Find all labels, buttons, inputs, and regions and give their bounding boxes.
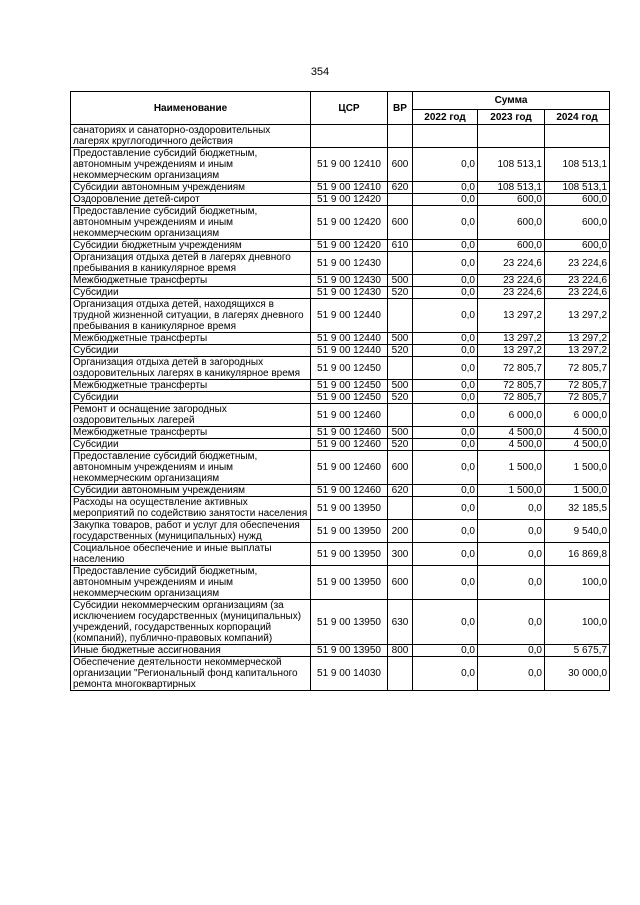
cell-2022: 0,0: [413, 485, 478, 497]
cell-csr: 51 9 00 12410: [311, 148, 388, 182]
cell-2022: 0,0: [413, 451, 478, 485]
table-body: [71, 125, 610, 691]
cell-2022: 0,0: [413, 404, 478, 427]
cell-name: санаториях и санаторно-оздоровительных лагерях круглогодичного действия: [71, 125, 311, 148]
cell-2023: 0,0: [478, 520, 545, 543]
cell-2024: 100,0: [545, 600, 610, 645]
table-row: [71, 299, 610, 333]
cell-2023: 1 500,0: [478, 485, 545, 497]
cell-2023: 72 805,7: [478, 380, 545, 392]
cell-name: Обеспечение деятельности некоммерческой организации "Региональный фонд капитального ремонта многоквартирных: [71, 657, 311, 691]
column-header-name: Наименование: [71, 92, 311, 125]
cell-csr: 51 9 00 12460: [311, 404, 388, 427]
table-row: [71, 543, 610, 566]
cell-2024: 600,0: [545, 194, 610, 206]
table-row: [71, 333, 610, 345]
cell-2023: 108 513,1: [478, 148, 545, 182]
cell-name: Социальное обеспечение и иные выплаты населению: [71, 543, 311, 566]
cell-csr: 51 9 00 13950: [311, 520, 388, 543]
cell-2024: 72 805,7: [545, 357, 610, 380]
cell-csr: 51 9 00 13950: [311, 543, 388, 566]
cell-2024: 9 540,0: [545, 520, 610, 543]
page-number: 354: [310, 66, 330, 78]
cell-2024: 16 869,8: [545, 543, 610, 566]
cell-2023: 23 224,6: [478, 252, 545, 275]
cell-2022: 0,0: [413, 497, 478, 520]
cell-2024: 108 513,1: [545, 148, 610, 182]
cell-2024: 600,0: [545, 206, 610, 240]
cell-2024: 4 500,0: [545, 427, 610, 439]
cell-2022: 0,0: [413, 287, 478, 299]
cell-2023: 0,0: [478, 645, 545, 657]
cell-csr: 51 9 00 14030: [311, 657, 388, 691]
cell-csr: 51 9 00 12430: [311, 287, 388, 299]
cell-name: Субсидии: [71, 439, 311, 451]
cell-2024: 6 000,0: [545, 404, 610, 427]
cell-csr: 51 9 00 12420: [311, 240, 388, 252]
table-row: [71, 645, 610, 657]
column-header-sum: Сумма: [413, 92, 610, 110]
table-row: [71, 240, 610, 252]
cell-2024: 100,0: [545, 566, 610, 600]
cell-name: Организация отдыха детей в загородных оздоровительных лагерях в каникулярное время: [71, 357, 311, 380]
cell-csr: 51 9 00 12450: [311, 357, 388, 380]
cell-2024: 600,0: [545, 240, 610, 252]
table-row: [71, 194, 610, 206]
cell-name: Иные бюджетные ассигнования: [71, 645, 311, 657]
cell-name: Межбюджетные трансферты: [71, 275, 311, 287]
cell-vr: 500: [388, 427, 413, 439]
cell-2023: 0,0: [478, 497, 545, 520]
cell-vr: 600: [388, 566, 413, 600]
column-header-2023: 2023 год: [478, 110, 545, 125]
cell-vr: 800: [388, 645, 413, 657]
cell-vr: [388, 497, 413, 520]
cell-2023: 6 000,0: [478, 404, 545, 427]
cell-vr: 620: [388, 485, 413, 497]
cell-vr: [388, 194, 413, 206]
cell-2022: 0,0: [413, 357, 478, 380]
cell-2023: 0,0: [478, 566, 545, 600]
cell-name: Оздоровление детей-сирот: [71, 194, 311, 206]
table-header: [71, 92, 610, 125]
cell-2022: 0,0: [413, 194, 478, 206]
cell-vr: [388, 125, 413, 148]
cell-name: Субсидии бюджетным учреждениям: [71, 240, 311, 252]
cell-name: Предоставление субсидий бюджетным, автономным учреждениям и иным некоммерческим организациям: [71, 566, 311, 600]
cell-vr: 620: [388, 182, 413, 194]
cell-2022: 0,0: [413, 299, 478, 333]
cell-name: Межбюджетные трансферты: [71, 427, 311, 439]
cell-2023: 1 500,0: [478, 451, 545, 485]
cell-2022: 0,0: [413, 252, 478, 275]
cell-name: Межбюджетные трансферты: [71, 333, 311, 345]
cell-csr: 51 9 00 12450: [311, 392, 388, 404]
column-header-2024: 2024 год: [545, 110, 610, 125]
table-row: [71, 252, 610, 275]
cell-2024: 32 185,5: [545, 497, 610, 520]
column-header-csr: ЦСР: [311, 92, 388, 125]
cell-name: Субсидии: [71, 392, 311, 404]
cell-vr: 610: [388, 240, 413, 252]
table-row: [71, 345, 610, 357]
cell-2024: 5 675,7: [545, 645, 610, 657]
cell-csr: 51 9 00 12450: [311, 380, 388, 392]
cell-name: Межбюджетные трансферты: [71, 380, 311, 392]
cell-2022: 0,0: [413, 439, 478, 451]
cell-2022: 0,0: [413, 645, 478, 657]
cell-2024: 1 500,0: [545, 485, 610, 497]
cell-vr: 600: [388, 148, 413, 182]
cell-2023: 13 297,2: [478, 299, 545, 333]
cell-vr: 520: [388, 392, 413, 404]
cell-2024: [545, 125, 610, 148]
cell-2023: 0,0: [478, 600, 545, 645]
budget-table: [70, 91, 610, 691]
cell-2023: 4 500,0: [478, 439, 545, 451]
cell-vr: 520: [388, 287, 413, 299]
cell-2024: 23 224,6: [545, 287, 610, 299]
cell-name: Организация отдыха детей, находящихся в трудной жизненной ситуации, в лагерях дневного пребывания в каникулярное время: [71, 299, 311, 333]
cell-csr: 51 9 00 12460: [311, 485, 388, 497]
cell-vr: 630: [388, 600, 413, 645]
cell-csr: 51 9 00 12460: [311, 439, 388, 451]
cell-vr: 520: [388, 439, 413, 451]
cell-2024: 13 297,2: [545, 333, 610, 345]
cell-2022: 0,0: [413, 520, 478, 543]
cell-name: Субсидии автономным учреждениям: [71, 182, 311, 194]
cell-2023: 600,0: [478, 194, 545, 206]
cell-csr: 51 9 00 12440: [311, 345, 388, 357]
cell-2022: 0,0: [413, 240, 478, 252]
cell-csr: 51 9 00 13950: [311, 645, 388, 657]
cell-csr: 51 9 00 12420: [311, 206, 388, 240]
cell-csr: 51 9 00 12460: [311, 451, 388, 485]
cell-2023: 13 297,2: [478, 345, 545, 357]
cell-csr: 51 9 00 13950: [311, 566, 388, 600]
table-row: [71, 600, 610, 645]
cell-2024: 72 805,7: [545, 392, 610, 404]
table-row: [71, 182, 610, 194]
cell-name: Расходы на осуществление активных мероприятий по содействию занятости населения: [71, 497, 311, 520]
cell-name: Закупка товаров, работ и услуг для обеспечения государственных (муниципальных) нужд: [71, 520, 311, 543]
cell-name: Предоставление субсидий бюджетным, автономным учреждениям и иным некоммерческим организациям: [71, 451, 311, 485]
cell-2022: 0,0: [413, 206, 478, 240]
cell-vr: 200: [388, 520, 413, 543]
cell-2022: 0,0: [413, 275, 478, 287]
cell-csr: 51 9 00 12410: [311, 182, 388, 194]
column-header-2022: 2022 год: [413, 110, 478, 125]
cell-2022: 0,0: [413, 333, 478, 345]
cell-2022: 0,0: [413, 182, 478, 194]
cell-2022: 0,0: [413, 657, 478, 691]
cell-vr: 600: [388, 206, 413, 240]
cell-csr: 51 9 00 12430: [311, 275, 388, 287]
cell-2022: 0,0: [413, 543, 478, 566]
cell-vr: 600: [388, 451, 413, 485]
cell-csr: 51 9 00 12460: [311, 427, 388, 439]
cell-2023: 13 297,2: [478, 333, 545, 345]
cell-2024: 13 297,2: [545, 345, 610, 357]
cell-2023: 108 513,1: [478, 182, 545, 194]
cell-vr: 500: [388, 275, 413, 287]
cell-2024: 1 500,0: [545, 451, 610, 485]
cell-2022: 0,0: [413, 600, 478, 645]
cell-2024: 4 500,0: [545, 439, 610, 451]
cell-name: Субсидии некоммерческим организациям (за исключением государственных (муниципальных) учреждений, государственных корпораций (компаний), публично-правовых компаний): [71, 600, 311, 645]
table-row: [71, 657, 610, 691]
cell-vr: [388, 404, 413, 427]
cell-2023: 0,0: [478, 543, 545, 566]
cell-2023: 23 224,6: [478, 287, 545, 299]
table-row: [71, 404, 610, 427]
cell-vr: 300: [388, 543, 413, 566]
cell-csr: 51 9 00 12430: [311, 252, 388, 275]
cell-vr: [388, 657, 413, 691]
table-row: [71, 451, 610, 485]
cell-2022: 0,0: [413, 345, 478, 357]
table-row: [71, 485, 610, 497]
table-row: [71, 497, 610, 520]
cell-2023: 72 805,7: [478, 392, 545, 404]
cell-csr: 51 9 00 13950: [311, 497, 388, 520]
cell-2024: 108 513,1: [545, 182, 610, 194]
cell-name: Предоставление субсидий бюджетным, автономным учреждениям и иным некоммерческим организациям: [71, 206, 311, 240]
cell-2024: 23 224,6: [545, 252, 610, 275]
cell-2023: 0,0: [478, 657, 545, 691]
cell-vr: [388, 357, 413, 380]
cell-2024: 30 000,0: [545, 657, 610, 691]
table-row: [71, 392, 610, 404]
cell-2023: 23 224,6: [478, 275, 545, 287]
table-row: [71, 427, 610, 439]
cell-2024: 23 224,6: [545, 275, 610, 287]
table-row: [71, 148, 610, 182]
cell-2022: 0,0: [413, 427, 478, 439]
cell-2024: 13 297,2: [545, 299, 610, 333]
cell-2022: 0,0: [413, 392, 478, 404]
table-row: [71, 380, 610, 392]
cell-2023: [478, 125, 545, 148]
table-row: [71, 206, 610, 240]
cell-name: Предоставление субсидий бюджетным, автономным учреждениям и иным некоммерческим организациям: [71, 148, 311, 182]
cell-csr: 51 9 00 12440: [311, 333, 388, 345]
cell-csr: [311, 125, 388, 148]
cell-name: Ремонт и оснащение загородных оздоровительных лагерей: [71, 404, 311, 427]
table-row: [71, 357, 610, 380]
cell-2022: 0,0: [413, 380, 478, 392]
cell-name: Субсидии: [71, 345, 311, 357]
table-row: [71, 287, 610, 299]
cell-name: Субсидии: [71, 287, 311, 299]
table-row: [71, 566, 610, 600]
cell-name: Субсидии автономным учреждениям: [71, 485, 311, 497]
cell-2024: 72 805,7: [545, 380, 610, 392]
cell-csr: 51 9 00 13950: [311, 600, 388, 645]
cell-2022: 0,0: [413, 566, 478, 600]
table-row: [71, 520, 610, 543]
cell-2023: 600,0: [478, 206, 545, 240]
cell-2023: 4 500,0: [478, 427, 545, 439]
cell-2023: 72 805,7: [478, 357, 545, 380]
cell-vr: 520: [388, 345, 413, 357]
table-row: [71, 275, 610, 287]
cell-csr: 51 9 00 12440: [311, 299, 388, 333]
cell-vr: [388, 252, 413, 275]
cell-vr: 500: [388, 333, 413, 345]
cell-vr: 500: [388, 380, 413, 392]
table-row: [71, 439, 610, 451]
cell-2022: 0,0: [413, 148, 478, 182]
cell-2023: 600,0: [478, 240, 545, 252]
cell-csr: 51 9 00 12420: [311, 194, 388, 206]
table-row: [71, 125, 610, 148]
cell-2022: [413, 125, 478, 148]
cell-name: Организация отдыха детей в лагерях дневного пребывания в каникулярное время: [71, 252, 311, 275]
cell-vr: [388, 299, 413, 333]
column-header-vr: ВР: [388, 92, 413, 125]
